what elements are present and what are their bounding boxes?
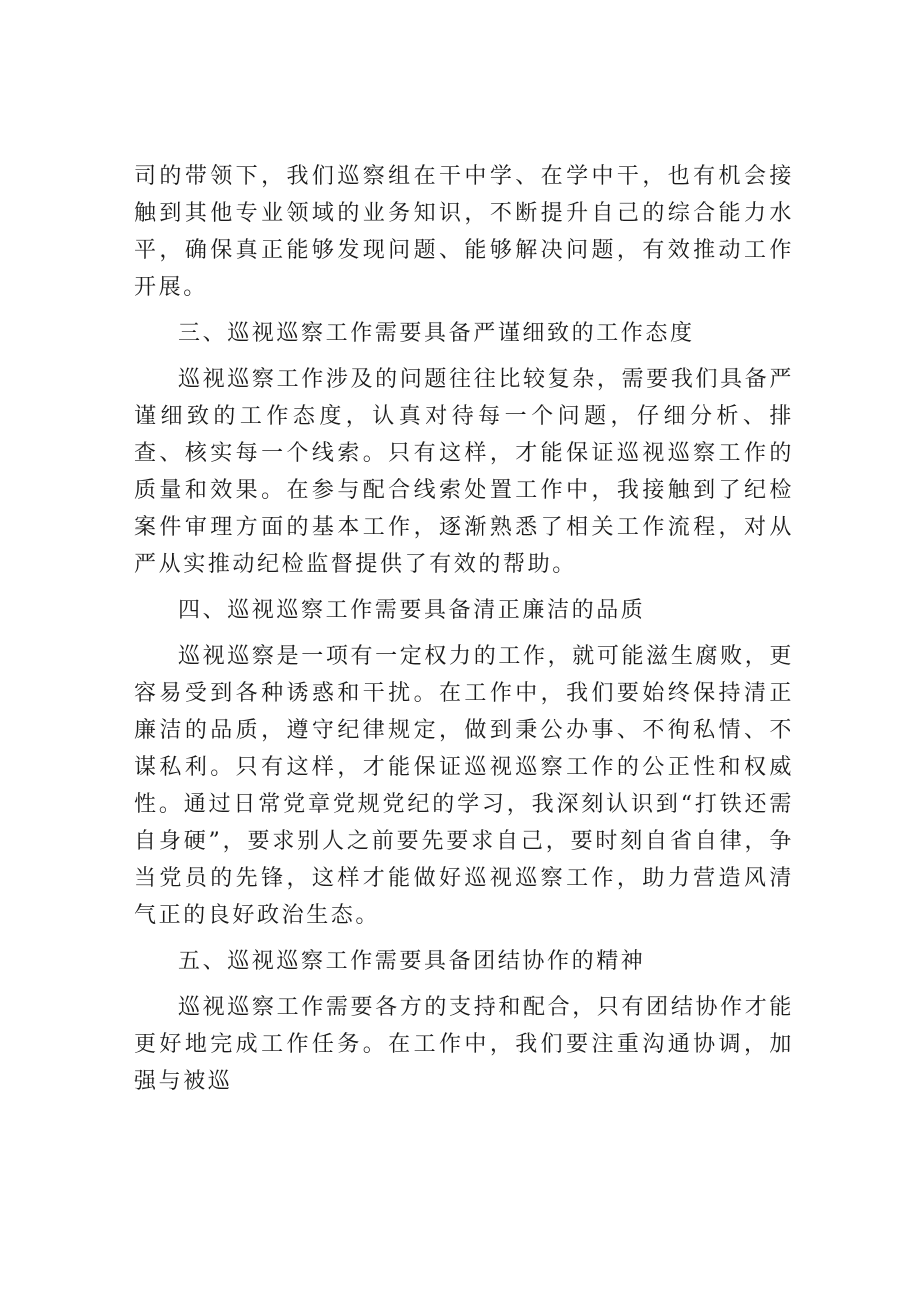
paragraph: 巡视巡察工作涉及的问题往往比较复杂，需要我们具备严谨细致的工作态度，认真对待每一个问题，仔细分析、排查、核实每一个线索。只有这样，才能保证巡视巡察工作的质量和效果。在参与配合线索处置工作中，我接触到了纪检案件审理方面的基本工作，逐渐熟悉了相关工作流程，对从严从实推动纪检监督提供了有效的帮助。 xyxy=(134,367,794,577)
paragraph-continued: 司的带领下，我们巡察组在干中学、在学中干，也有机会接触到其他专业领域的业务知识，不断提升自己的综合能力水平，确保真正能够发现问题、能够解决问题，有效推动工作开展。 xyxy=(134,164,794,300)
section-heading-3: 三、巡视巡察工作需要具备严谨细致的工作态度 xyxy=(178,321,695,346)
section-heading-5: 五、巡视巡察工作需要具备团结协作的精神 xyxy=(178,949,646,974)
document-body xyxy=(134,158,794,1109)
paragraph: 巡视巡察是一项有一定权力的工作，就可能滋生腐败，更容易受到各种诱惑和干扰。在工作中，我们要始终保持清正廉洁的品质，遵守纪律规定，做到秉公办事、不徇私情、不谋私利。只有这样，才能保证巡视巡察工作的公正性和权威性。通过日常党章党规党纪的学习，我深刻认识到“打铁还需自身硬”，要求别人之前要先要求自己，要时刻自省自律，争当党员的先锋，这样才能做好巡视巡察工作，助力营造风清气正的良好政治生态。 xyxy=(134,644,794,928)
section-heading-4: 四、巡视巡察工作需要具备清正廉洁的品质 xyxy=(178,598,646,623)
paragraph: 巡视巡察工作需要各方的支持和配合，只有团结协作才能更好地完成工作任务。在工作中，我们要注重沟通协调，加强与被巡 xyxy=(134,995,794,1094)
